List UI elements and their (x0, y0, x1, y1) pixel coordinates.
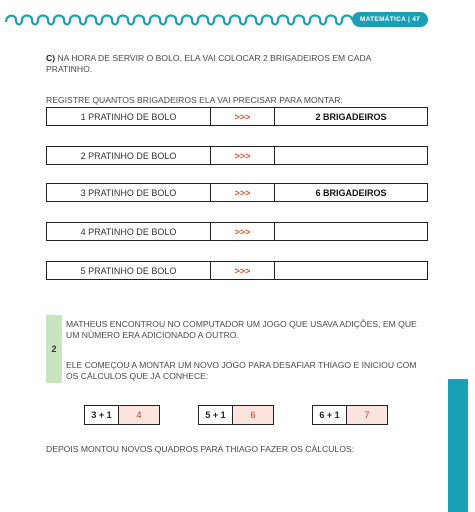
row-arrow: >>> (211, 262, 275, 279)
section-c-intro (46, 53, 396, 75)
section-c-text: NA HORA DE SERVIR O BOLO, ELA VAI COLOCAR 2 BRIGADEIROS EM CADA PRATINHO. (46, 53, 371, 74)
row-label: 4 PRATINHO DE BOLO (47, 223, 211, 240)
row-arrow: >>> (211, 108, 275, 125)
row-answer[interactable]: 6 BRIGADEIROS (315, 187, 387, 198)
sum-result: 4 (119, 406, 159, 424)
sum-expression: 5 + 1 (199, 406, 233, 424)
table-row (46, 261, 428, 280)
sum-result: 7 (347, 406, 387, 424)
row-label: 1 PRATINHO DE BOLO (47, 108, 211, 125)
decorative-wave-border (4, 10, 364, 30)
side-accent-bar (448, 379, 468, 512)
table-row (46, 146, 428, 165)
table-row (46, 107, 428, 126)
sum-box (312, 405, 388, 425)
question-number-tab: 2 (46, 315, 62, 383)
question-2-paragraph-1: MATHEUS ENCONTROU NO COMPUTADOR UM JOGO QUE USAVA ADIÇÕES, EM QUE UM NÚMERO ERA ADICIONADO A OUTRO. (66, 319, 417, 340)
row-arrow: >>> (211, 184, 275, 201)
row-label: 2 PRATINHO DE BOLO (47, 147, 211, 164)
row-answer[interactable] (275, 147, 427, 164)
row-answer[interactable] (275, 262, 427, 279)
sum-expression: 6 + 1 (313, 406, 347, 424)
row-label: 5 PRATINHO DE BOLO (47, 262, 211, 279)
section-c-label: C) (46, 53, 56, 63)
section-c-instruction: REGISTRE QUANTOS BRIGADEIROS ELA VAI PRECISAR PARA MONTAR: (46, 95, 343, 105)
sum-result: 6 (233, 406, 273, 424)
question-2-paragraph-2: ELE COMEÇOU A MONTAR UM NOVO JOGO PARA DESAFIAR THIAGO E INICIOU COM OS CÁLCULOS QUE JÁ CONHECE: (66, 360, 417, 381)
page-header-badge: MATEMÁTICA | 47 (352, 12, 428, 27)
sum-box (198, 405, 274, 425)
sum-box (84, 405, 160, 425)
row-label: 3 PRATINHO DE BOLO (47, 184, 211, 201)
row-answer[interactable]: 2 BRIGADEIROS (315, 111, 387, 122)
table-row (46, 183, 428, 202)
table-row (46, 222, 428, 241)
row-answer[interactable] (275, 223, 427, 240)
row-arrow: >>> (211, 147, 275, 164)
row-arrow: >>> (211, 223, 275, 240)
sum-expression: 3 + 1 (85, 406, 119, 424)
question-2-footer: DEPOIS MONTOU NOVOS QUADROS PARA THIAGO FAZER OS CÁLCULOS: (46, 444, 355, 454)
